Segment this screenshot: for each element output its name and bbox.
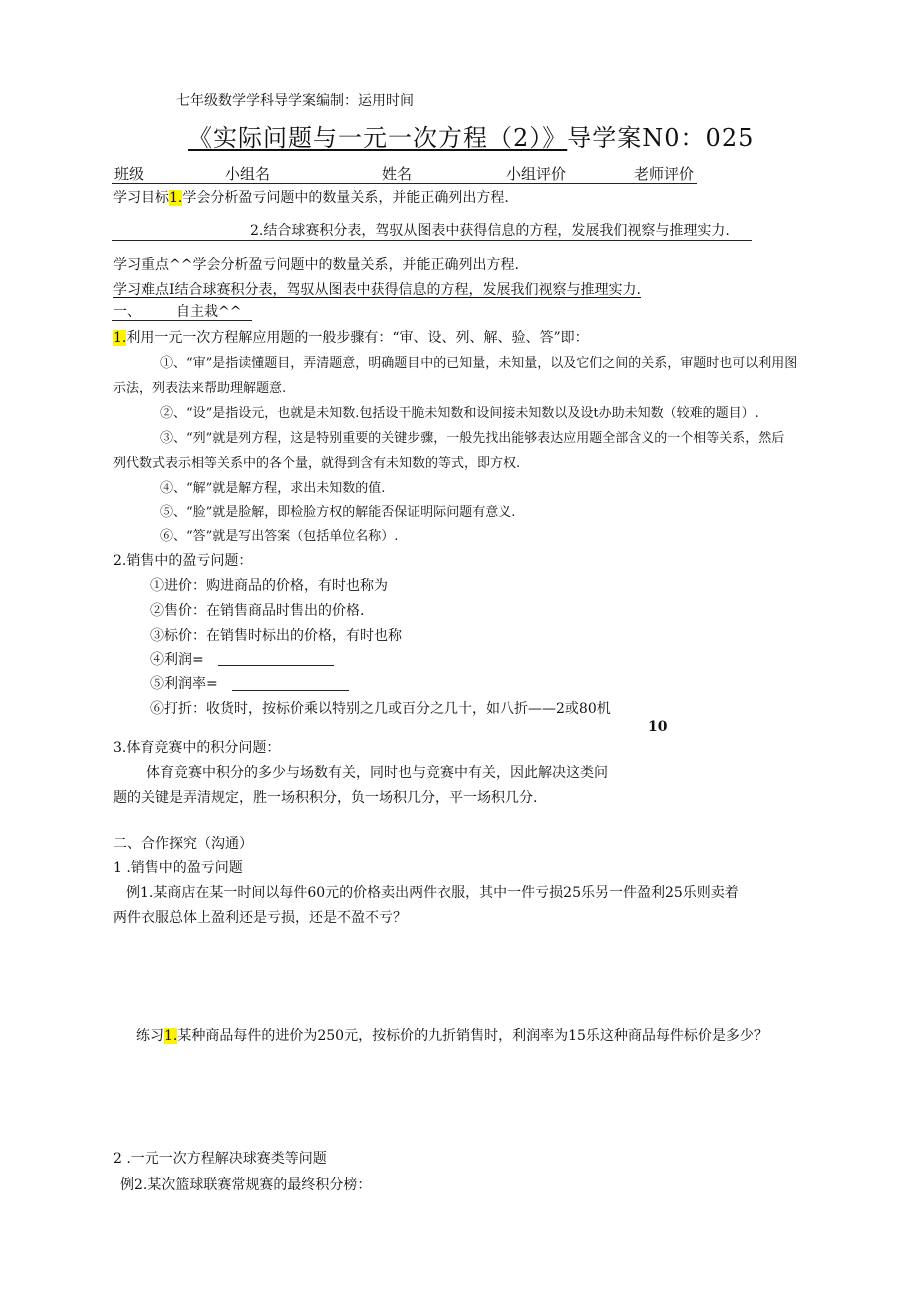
item-1-number: 1.	[113, 330, 127, 346]
info-group-name: 小组名	[225, 165, 271, 183]
sales-cost-price: ①进价：购进商品的价格，有时也称为	[150, 578, 388, 594]
example-1-line-2: 两件衣服总体上盈利还是亏损，还是不盈不亏？	[113, 910, 407, 926]
section-2-sub-2: 2 .一元一次方程解决球赛类等问题	[113, 1151, 327, 1167]
sales-marked-price: ③标价：在销售时标出的价格，有时也称	[150, 628, 402, 644]
objective-1	[113, 190, 509, 207]
section-1-underline	[112, 320, 252, 321]
section-1-title: 自主栽^^	[176, 304, 242, 320]
section-2-title: 二、合作探究（沟通）	[113, 836, 253, 852]
item-2-title: 2.销售中的盈亏问题：	[113, 553, 253, 569]
profit-blank-line	[218, 665, 334, 666]
sales-discount: ⑥打折：收货时，按标价乘以特别之几或百分之几十，如八折——2或80机	[150, 701, 611, 717]
step-6: ⑥、“答”就是写出答案（包括单位名称）.	[160, 529, 399, 544]
section-1-number: 一、	[113, 304, 141, 320]
sales-profit-rate: ⑤利润率=	[150, 676, 218, 692]
header-line: 七年级数学学科导学案编制：运用时间	[176, 93, 414, 109]
info-student-name: 姓名	[382, 165, 413, 183]
profit-rate-blank-line	[232, 690, 349, 691]
step-5: ⑤、“脸”就是脸解，即检脸方权的解能否保证明际问题有意义.	[160, 505, 516, 520]
info-teacher-eval: 老师评价	[634, 165, 695, 183]
example-1-line-1: 例1.某商店在某一时间以每件60元的价格卖出两件衣服，其中一件亏损25乐另一件盈利25乐则卖着	[126, 885, 739, 901]
title-number: 导学案N0：025	[567, 124, 755, 152]
example-2: 例2.某次篮球联赛常规赛的最终积分榜：	[120, 1177, 372, 1193]
practice-1	[136, 1028, 768, 1045]
objective-label: 学习目标	[113, 190, 169, 206]
info-underline	[112, 183, 697, 184]
info-group-eval: 小组评价	[506, 165, 567, 183]
item-1	[113, 330, 589, 347]
step-3b: 列代数式表示相等关系中的各个量，就得到含有未知数的等式，即方权.	[113, 456, 521, 471]
key-point: 学习重点^^学会分析盈亏问题中的数量关系，并能正确列出方程.	[113, 257, 519, 273]
item-3-title: 3.体育竞赛中的积分问题：	[113, 740, 281, 756]
step-1b: 示法，列表法来帮助理解题意.	[113, 381, 287, 396]
item-3-text-1: 体育竞赛中积分的多少与场数有关，同时也与竞赛中有关，因此解决这类问	[146, 765, 608, 781]
step-3a: ③、“列”就是列方程，这是特别重要的关键步骤，一般先找出能够表达应用题全部含义的一个相等关系，然后	[160, 431, 785, 446]
sales-profit: ④利润=	[150, 652, 204, 668]
practice-number: 1.	[164, 1028, 178, 1044]
objective-number: 1.	[169, 190, 183, 206]
practice-label: 练习	[136, 1028, 164, 1044]
discount-denominator: 10	[648, 719, 668, 735]
step-4: ④、“解”就是解方程，求出未知数的值.	[160, 481, 386, 496]
section-2-sub-1: 1 .销售中的盈亏问题	[113, 860, 243, 876]
difficult-point: 学习难点I结合球赛积分表，驾驭从图表中获得信息的方程，发展我们视察与推理实力.	[113, 282, 641, 298]
info-class: 班级	[114, 165, 145, 183]
objective-2: 2.结合球赛积分表，驾驭从图表中获得信息的方程，发展我们视察与推理实力.	[250, 223, 730, 239]
step-1a: ①、“审”是指读懂题目，弄清题意，明确题目中的已知量，未知量，以及它们之间的关系，审题时也可以利用图	[160, 356, 798, 371]
item-3-text-2: 题的关键是弄清规定，胜一场积积分，负一场积几分，平一场积几分.	[113, 790, 538, 806]
title-main: 《实际问题与一元一次方程（2）》	[188, 124, 568, 152]
page-title	[188, 124, 754, 153]
step-2: ②、“设”是指设元，也就是未知数.包括设干脆未知数和设间接未知数以及设t办助未知数（较难的题目）.	[160, 406, 759, 421]
objective-2-underline	[112, 240, 752, 241]
practice-text: 某种商品每件的进价为250元，按标价的九折销售时，利润率为15乐这种商品每件标价是多少？	[177, 1028, 768, 1044]
item-1-text: 利用一元一次方程解应用题的一般步骤有：“审、设、列、解、验、答”即：	[126, 330, 589, 346]
sales-selling-price: ②售价：在销售商品时售出的价格.	[150, 603, 365, 619]
objective-text: 学会分析盈亏问题中的数量关系，并能正确列出方程.	[182, 190, 509, 206]
